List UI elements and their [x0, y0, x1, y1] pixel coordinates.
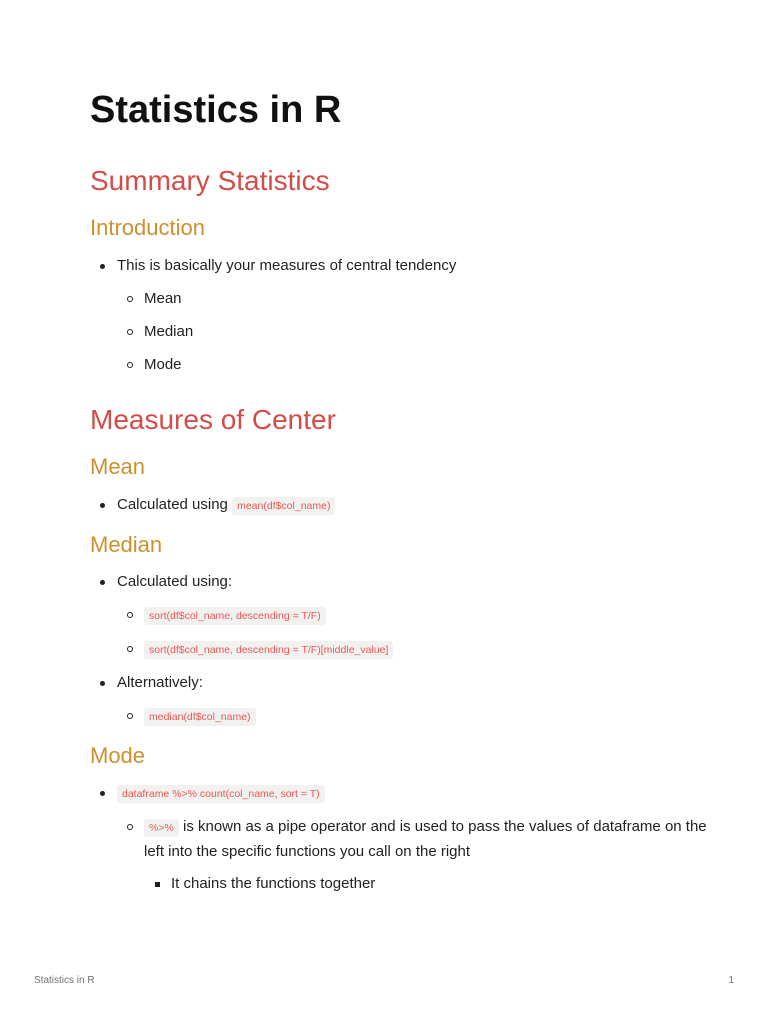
introduction-list — [90, 254, 730, 377]
median-code: median(df$col_name) — [144, 708, 256, 726]
list-item: Median — [117, 320, 730, 344]
page-title: Statistics in R — [90, 89, 342, 131]
mode-list — [90, 781, 730, 896]
list-item — [117, 815, 730, 896]
pipe-code: %>% — [144, 819, 179, 837]
list-item — [117, 704, 730, 729]
list-item — [90, 570, 730, 662]
list-item — [90, 671, 730, 729]
page-content — [90, 88, 730, 905]
mean-heading: Mean — [90, 454, 146, 480]
median-code-list — [117, 603, 730, 662]
chain-list — [144, 872, 730, 896]
page-number: 1 — [728, 975, 734, 986]
list-item: Mode — [117, 353, 730, 377]
median-text: Calculated using: — [117, 572, 233, 590]
footer-title: Statistics in R — [34, 975, 95, 986]
list-item — [90, 493, 730, 518]
list-item: It chains the functions together — [144, 872, 730, 896]
alternatively-text: Alternatively: — [117, 673, 203, 691]
pipe-text: is known as a pipe operator and is used to pass the values of dataframe on the left into the specific functions you call on the right — [144, 818, 707, 861]
list-item — [90, 781, 730, 896]
mode-code: dataframe %>% count(col_name, sort = T) — [117, 785, 325, 803]
list-item — [117, 637, 730, 662]
summary-statistics-heading: Summary Statistics — [90, 164, 330, 196]
central-tendency-list — [117, 287, 730, 377]
introduction-heading: Introduction — [90, 215, 205, 241]
intro-text: This is basically your measures of central tendency — [117, 256, 457, 274]
median-heading: Median — [90, 531, 163, 557]
list-item — [90, 254, 730, 377]
sort-middle-code: sort(df$col_name, descending = T/F)[middle_value] — [144, 641, 393, 659]
mean-code: mean(df$col_name) — [232, 497, 335, 515]
measures-of-center-heading: Measures of Center — [90, 403, 336, 435]
list-item — [117, 603, 730, 628]
median-alt-list — [117, 704, 730, 729]
list-item: Mean — [117, 287, 730, 311]
pipe-list — [117, 815, 730, 896]
mean-list — [90, 493, 730, 518]
mean-text: Calculated using — [117, 495, 228, 513]
median-list — [90, 570, 730, 729]
mode-heading: Mode — [90, 742, 146, 768]
sort-code: sort(df$col_name, descending = T/F) — [144, 607, 326, 625]
